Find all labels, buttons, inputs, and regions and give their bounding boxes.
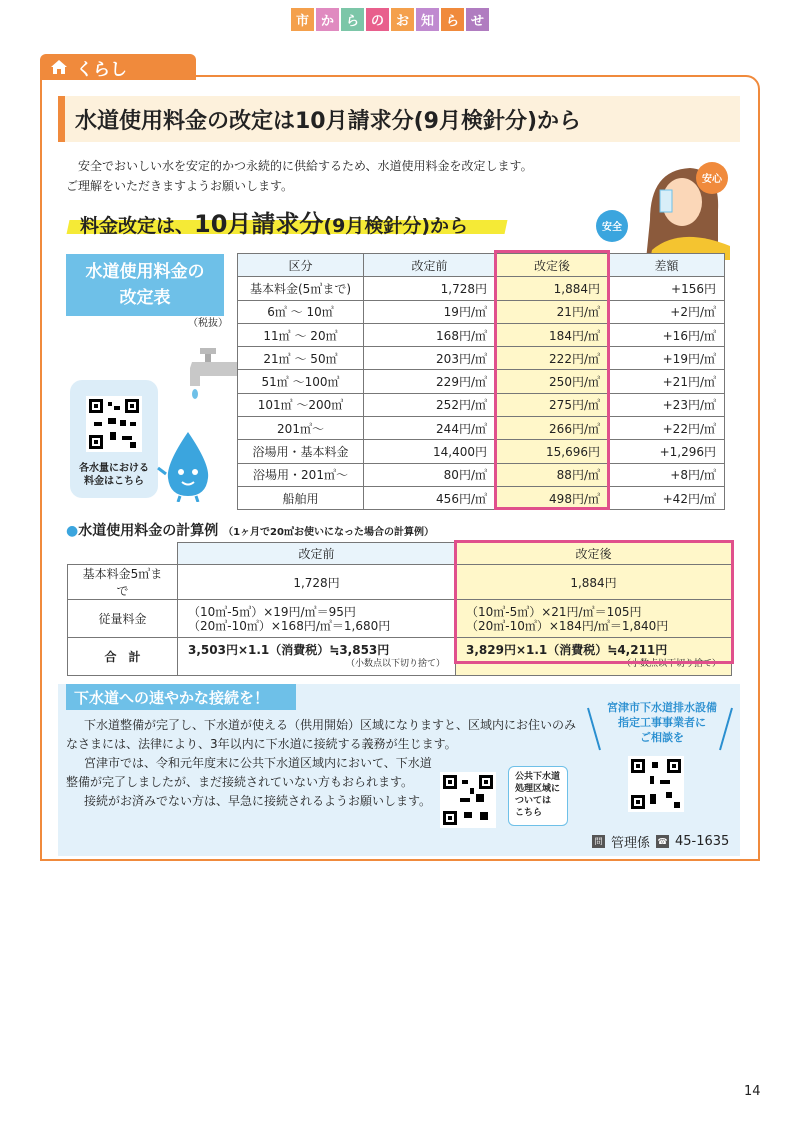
calc-total-line: 3,503円×1.1（消費税）≒3,853円 [188,642,390,657]
cell: 101㎥ ～200㎥ [238,393,364,416]
sewer-paragraph: 下水道整備が完了し、下水道が使える（供用開始）区域になりますと、区域内にお住いのみなさまには、法律により、3年以内に下水道に接続する義務が生じます。 [66,718,577,751]
qr-label-line2: 料金はこちら [84,476,144,487]
phone-icon: ☎ [657,837,668,846]
cell: 6㎥ ～ 10㎥ [238,300,364,323]
cell: 80円/㎥ [364,463,496,486]
calc-total-before [178,638,456,676]
calc-header-row [68,543,732,565]
qr-callout [508,766,568,826]
col-header: 改定前 [364,254,496,277]
cell: 14,400円 [364,440,496,463]
table-row [238,440,725,463]
cell: 275円/㎥ [496,393,609,416]
cell: 184円/㎥ [496,323,609,346]
highlight-big: 10月請求分 [194,210,324,238]
qr-code-icon[interactable] [86,396,142,452]
faucet-icon [178,342,238,402]
qr-callout-line: ついては [515,796,552,806]
cell: 21㎥ ～ 50㎥ [238,347,364,370]
calc-header-empty [68,543,178,565]
cell: +156円 [609,277,725,300]
cell: 244円/㎥ [364,417,496,440]
person-drinking-illustration [590,150,740,260]
page-number: 14 [744,1084,761,1099]
contact-tel: 45-1635 [675,834,730,849]
cell: 498円/㎥ [496,486,609,509]
calc-basic-before: 1,728円 [178,565,456,600]
table-row [238,300,725,323]
rate-table-label-line2: 改定表 [119,288,171,308]
sewer-paragraph: 接続がお済みでない方は、早急に接続されるようお願いします。 [84,794,432,808]
cell: +2円/㎥ [609,300,725,323]
cell: 11㎥ ～ 20㎥ [238,323,364,346]
calc-title [66,520,434,540]
header-tile: ら [441,8,464,31]
table-row [238,486,725,509]
table-row [238,370,725,393]
table-row [238,393,725,416]
calc-header-after: 改定後 [456,543,732,565]
inquiry-icon: 問 [592,835,605,848]
calc-subtitle: （1ヶ月で20㎥お使いになった場合の計算例） [223,527,434,538]
sewer-title: 下水道への速やかな接続を！ [66,684,296,710]
calc-total-after [456,638,732,676]
header-tile: ら [341,8,364,31]
calc-row-label: 従量料金 [68,600,178,638]
table-row [68,565,732,600]
calc-basic-after: 1,884円 [456,565,732,600]
section-tab-label: くらし [76,59,127,80]
cell: 浴場用・201㎥～ [238,463,364,486]
cell: +42円/㎥ [609,486,725,509]
calc-header-before: 改定前 [178,543,456,565]
calc-row-label: 基本料金5㎥まで [68,565,178,600]
calc-volume-after [456,600,732,638]
table-row [68,600,732,638]
cell: 456円/㎥ [364,486,496,509]
cell: 266円/㎥ [496,417,609,440]
qr-callout-line: こちら [515,808,543,818]
cell: 250円/㎥ [496,370,609,393]
intro-line: ご理解をいただきますようお願いします。 [66,179,294,193]
contact-info [592,832,729,851]
cell: 基本料金(5㎥まで) [238,277,364,300]
badge-anshin: 安心 [702,174,722,185]
qr-callout-line: 公共下水道 [515,772,561,782]
cell: 15,696円 [496,440,609,463]
calc-line: （10㎥-5㎥）×21円/㎥＝105円 [466,604,642,619]
table-row [238,463,725,486]
house-icon [50,59,68,75]
cell: 88円/㎥ [496,463,609,486]
cell: 船舶用 [238,486,364,509]
calc-line: （20㎥-10㎥）×168円/㎥＝1,680円 [188,618,391,633]
col-header: 区分 [238,254,364,277]
table-row [238,347,725,370]
cell: 19円/㎥ [364,300,496,323]
header-tile: か [316,8,339,31]
cell: +21円/㎥ [609,370,725,393]
cell: 229円/㎥ [364,370,496,393]
col-header: 差額 [609,254,725,277]
qr-label-line1: 各水量における [79,463,149,474]
table-row [238,323,725,346]
cell: 51㎥ ～100㎥ [238,370,364,393]
calc-total-line: 3,829円×1.1（消費税）≒4,211円 [466,642,668,657]
cell: +22円/㎥ [609,417,725,440]
section-tab [40,54,196,80]
highlight-banner [68,204,506,238]
rate-table-label-line1: 水道使用料金の [85,262,205,282]
cell: +19円/㎥ [609,347,725,370]
intro-line: 安全でおいしい水を安定的かつ永続的に供給するため、水道使用料金を改定します。 [78,159,533,173]
intro-text [66,156,586,196]
cell: +23円/㎥ [609,393,725,416]
sewer-paragraph: 宮津市では、令和元年度末に公共下水道区域内において、下水道整備が完了しましたが、まだ接続されていない方もおられます。 [66,756,432,789]
calc-title-text: 水道使用料金の計算例 [78,523,219,539]
calc-line: （10㎥-5㎥）×19円/㎥＝95円 [188,604,356,619]
tax-note: （税抜） [188,318,228,329]
table-row [238,417,725,440]
rate-table [237,253,725,510]
round-note: （小数点以下切り捨て） [621,658,721,669]
cell: 203円/㎥ [364,347,496,370]
article-title: 水道使用料金の改定は10月請求分(9月検針分)から [58,96,740,142]
highlight-text [80,204,468,239]
header-tile: の [366,8,389,31]
cell: 1,728円 [364,277,496,300]
calc-volume-before [178,600,456,638]
qr-callout-line: 処理区域に [515,784,561,794]
col-header: 改定後 [496,254,609,277]
bullet-dot-icon: ● [66,523,79,539]
cell: 222円/㎥ [496,347,609,370]
highlight-prefix: 料金改定は、 [80,215,195,237]
sewer-text [66,716,576,811]
water-drop-mascot-icon [156,430,220,502]
heading-slash-lines [586,706,736,756]
rate-table-header [238,254,725,277]
rate-table-label [66,254,224,316]
cell: 168円/㎥ [364,323,496,346]
contractor-heading-line: 宮津市下水道排水設備 [607,701,717,714]
header-tiles [291,8,489,31]
contractor-heading-line: ご相談を [640,731,684,744]
cell: 浴場用・基本料金 [238,440,364,463]
table-row [68,638,732,676]
cell: +1,296円 [609,440,725,463]
contractor-heading-line: 指定工事事業者に [618,716,706,729]
header-tile: 市 [291,8,314,31]
header-tile: 知 [416,8,439,31]
qr-code-icon[interactable] [628,756,684,812]
contact-dept: 管理係 [611,836,651,851]
calc-table [67,542,732,676]
qr-code-icon[interactable] [440,772,496,828]
round-note: （小数点以下切り捨て） [345,658,445,669]
badge-anzen: 安全 [602,222,622,233]
cell: 1,884円 [496,277,609,300]
highlight-suffix: (9月検針分)から [323,215,469,237]
cell: 252円/㎥ [364,393,496,416]
table-row [238,277,725,300]
cell: +8円/㎥ [609,463,725,486]
header-tile: せ [466,8,489,31]
calc-line: （20㎥-10㎥）×184円/㎥＝1,840円 [466,618,669,633]
cell: 201㎥～ [238,417,364,440]
calc-row-label: 合 計 [68,638,178,676]
cell: +16円/㎥ [609,323,725,346]
qr-label [72,462,156,488]
header-tile: お [391,8,414,31]
cell: 21円/㎥ [496,300,609,323]
